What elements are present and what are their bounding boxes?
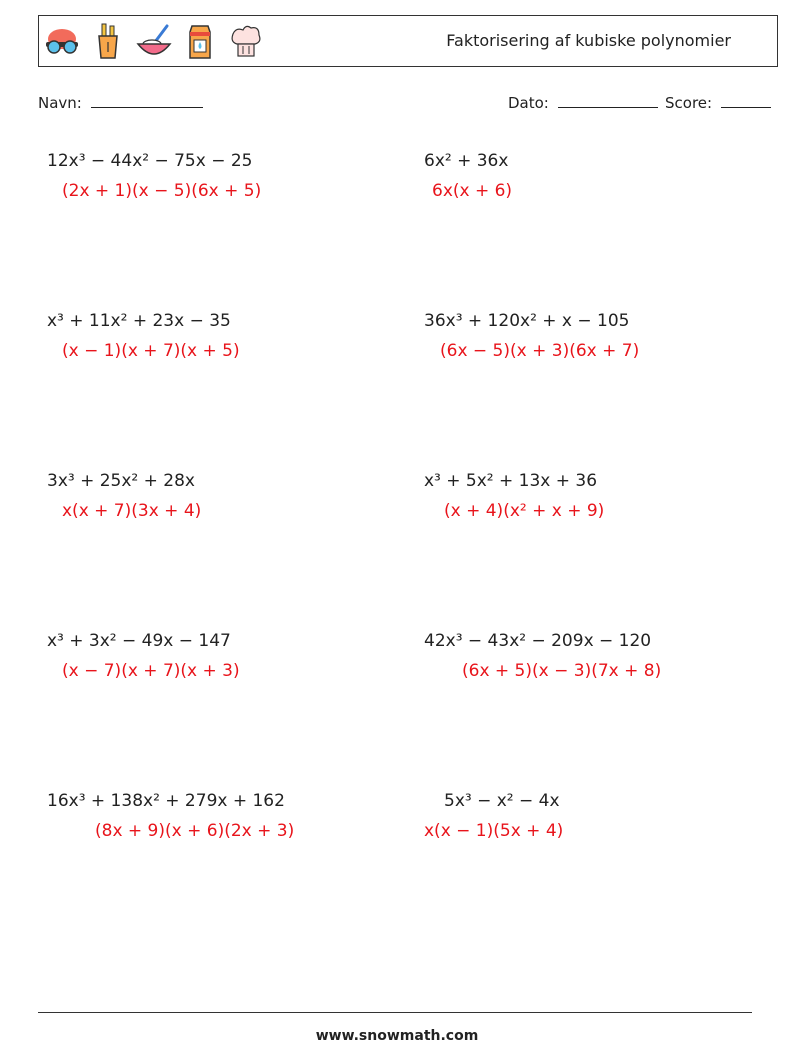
problem-6-answer: (x + 4)(x² + x + 9) xyxy=(444,501,605,521)
score-label: Score: xyxy=(665,94,713,112)
problem-7-question: x³ + 3x² − 49x − 147 xyxy=(47,631,231,651)
milk-carton-icon xyxy=(181,22,219,60)
problem-10-answer: x(x − 1)(5x + 4) xyxy=(424,821,564,841)
score-blank[interactable] xyxy=(721,93,771,108)
problem-4-question: 36x³ + 120x² + x − 105 xyxy=(424,311,630,331)
problem-9-answer: (8x + 9)(x + 6)(2x + 3) xyxy=(95,821,295,841)
name-blank[interactable] xyxy=(91,93,203,108)
header-box xyxy=(38,15,778,67)
chef-hat-icon xyxy=(227,22,265,60)
name-field xyxy=(38,93,203,112)
problem-2-question: 6x² + 36x xyxy=(424,151,509,171)
date-field xyxy=(508,93,658,112)
problem-4-answer: (6x − 5)(x + 3)(6x + 7) xyxy=(440,341,640,361)
problem-1-answer: (2x + 1)(x − 5)(6x + 5) xyxy=(62,181,262,201)
goggles-icon xyxy=(43,22,81,60)
problem-3-answer: (x − 1)(x + 7)(x + 5) xyxy=(62,341,240,361)
name-label: Navn: xyxy=(38,94,82,112)
page-title: Faktorisering af kubiske polynomier xyxy=(446,31,731,50)
date-blank[interactable] xyxy=(558,93,658,108)
problem-10-question: 5x³ − x² − 4x xyxy=(444,791,560,811)
problem-9-question: 16x³ + 138x² + 279x + 162 xyxy=(47,791,285,811)
problem-3-question: x³ + 11x² + 23x − 35 xyxy=(47,311,231,331)
icon-row xyxy=(43,22,265,60)
problem-6-question: x³ + 5x² + 13x + 36 xyxy=(424,471,598,491)
footer-link[interactable]: www.snowmath.com xyxy=(315,1028,479,1044)
mixing-bowl-icon xyxy=(135,22,173,60)
footer-divider xyxy=(38,1012,752,1013)
date-label: Dato: xyxy=(508,94,549,112)
problem-1-question: 12x³ − 44x² − 75x − 25 xyxy=(47,151,253,171)
problem-8-question: 42x³ − 43x² − 209x − 120 xyxy=(424,631,652,651)
problem-8-answer: (6x + 5)(x − 3)(7x + 8) xyxy=(462,661,662,681)
problem-7-answer: (x − 7)(x + 7)(x + 3) xyxy=(62,661,240,681)
score-field xyxy=(665,93,771,112)
problem-5-answer: x(x + 7)(3x + 4) xyxy=(62,501,202,521)
problem-2-answer: 6x(x + 6) xyxy=(432,181,513,201)
problem-5-question: 3x³ + 25x² + 28x xyxy=(47,471,195,491)
pencil-cup-icon xyxy=(89,22,127,60)
